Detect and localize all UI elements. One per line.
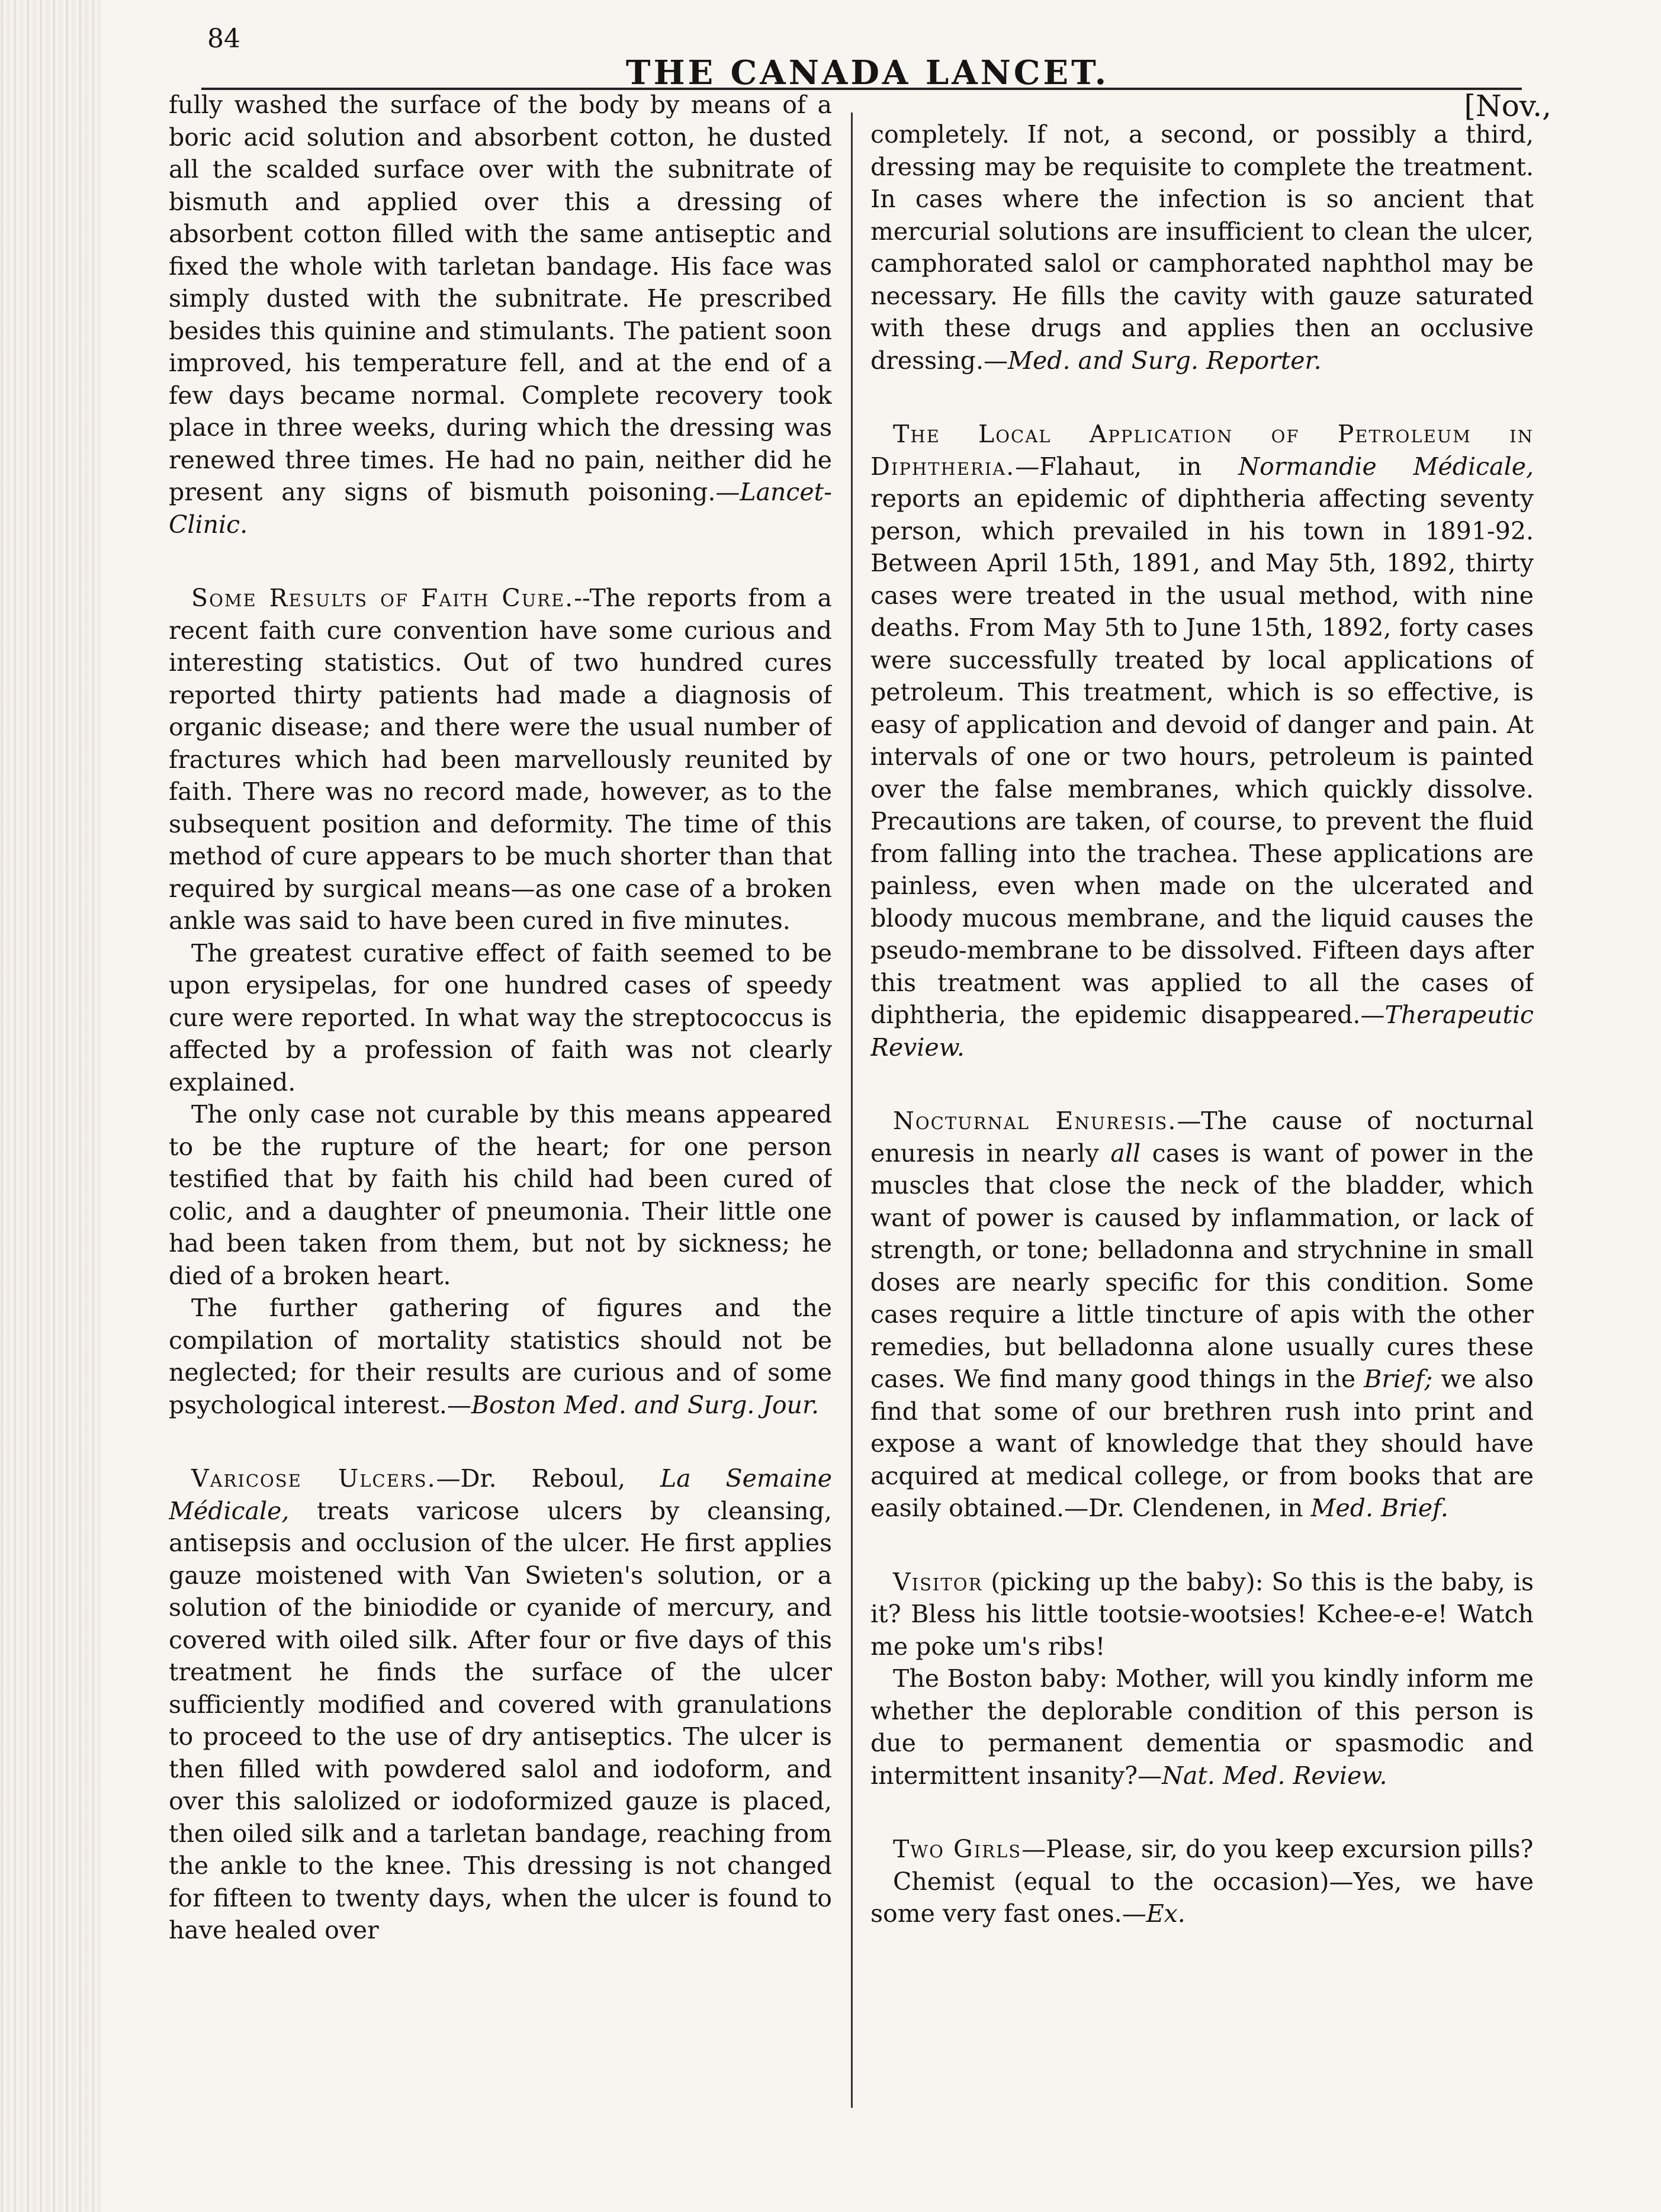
article-body: treats varicose ulcers by cleansing, antisepsis and occlusion of the ulcer. He first applies gauze moistened with Van Swieten's solution, or a solution of the biniodide or cyanide of mercury, and covered with oiled silk. After four or five days of this treatment he finds the surface of the ulcer sufficiently modified and covered with granulations to proceed to the use of dry antiseptics. The ulcer is then filled with powdered salol and iodoform, and over this salolized or iodoformized gauze is placed, then oiled silk and a tarletan bandage, reaching from the ankle to the knee. This dressing is not changed for fifteen to twenty days, when the ulcer is found to have healed over xyxy=(169,1496,832,1944)
article-heading: Varicose Ulcers. xyxy=(191,1464,436,1493)
anecdote-visitor xyxy=(870,1566,1534,1792)
article-body: —The cause of nocturnal enuresis in nearly xyxy=(870,1107,1534,1168)
speaker-label: Visitor xyxy=(893,1567,983,1596)
article-heading: The Local Application of Petroleum in Diphtheria. xyxy=(870,420,1534,481)
article-source: Nat. Med. Review. xyxy=(1162,1761,1387,1790)
article-body: cases is want of power in the muscles that close the neck of the bladder, which want of power is caused by inflammation, or lack of strength, or tone; belladonna and strychnine in small doses are nearly specific for this condition. Some cases require a little tincture of apis with the other remedies, but belladonna alone usually cures these cases. We find many good things in the xyxy=(870,1139,1534,1393)
article-body: fully washed the surface of the body by means of a boric acid solution and absorbent cotton, he dusted all the scalded surface over with the subnitrate of bismuth and applied over this a dressing of absorbent cotton filled with the same antiseptic and fixed the whole with tarletan bandage. His face was simply dusted with the subnitrate. He prescribed besides this quinine and stimulants. The patient soon improved, his temperature fell, and at the end of a few days became normal. Complete recovery took place in three weeks, during which the dressing was renewed three times. He had no pain, neither did he present any signs of bismuth poisoning.— xyxy=(169,91,832,506)
anecdote-two-girls xyxy=(870,1833,1534,1930)
article-paragraph: The further gathering of figures and the compilation of mortality statistics should not be neglected; for their results are curious and of some psychological interest.— xyxy=(169,1294,832,1419)
article-varicose-ulcers xyxy=(169,1462,832,1947)
journal-name: La Semaine Médicale, xyxy=(169,1464,832,1525)
right-column xyxy=(870,118,1534,2143)
dialogue-line: (picking up the baby): So this is the baby, is it? Bless his little tootsie-wootsies! Kchee-e-e! Watch me poke um's ribs! xyxy=(870,1567,1534,1661)
article-faith-cure xyxy=(169,582,832,1421)
issue-month: [Nov., xyxy=(1464,89,1551,123)
article-source: Med. and Surg. Reporter. xyxy=(1008,346,1322,375)
article-source: Med. Brief. xyxy=(1310,1494,1448,1522)
left-column xyxy=(169,89,832,2143)
article-varicose-continued xyxy=(870,118,1534,377)
article-source: Boston Med. and Surg. Jour. xyxy=(471,1390,820,1419)
article-nocturnal-enuresis xyxy=(870,1105,1534,1525)
article-source: Therapeutic Review. xyxy=(870,1001,1534,1062)
journal-name: Brief; xyxy=(1364,1365,1433,1393)
article-petroleum-diphtheria xyxy=(870,418,1534,1063)
article-heading: Nocturnal Enuresis. xyxy=(893,1107,1177,1135)
article-body: reports an epidemic of diphtheria affecting seventy person, which prevailed in his town in 1891-92. Between April 15th, 1891, and May 5th, 1892, thirty cases were treated in the usual method, with nine deaths. From May 5th to June 15th, 1892, forty cases were successfully treated by local applications of petroleum. This treatment, which is so effective, is easy of application and devoid of danger and pain. At intervals of one or two hours, petroleum is painted over the false membranes, which quickly dissolve. Precautions are taken, of course, to prevent the fluid from falling into the trachea. These applications are painless, even when made on the ulcerated and bloody mucous membrane, and the liquid causes the pseudo-membrane to be dissolved. Fifteen days after this treatment was applied to all the cases of diphtheria, the epidemic disappeared.— xyxy=(870,484,1534,1029)
scanned-page-edge xyxy=(0,0,101,2212)
article-paragraph: The greatest curative effect of faith seemed to be upon erysipelas, for one hundred cases of speedy cure were reported. In what way the streptococcus is affected by a profession of faith was not clearly explained. xyxy=(169,938,832,1097)
dialogue-line: Chemist (equal to the occasion)—Yes, we have some very fast ones.— xyxy=(870,1867,1534,1928)
article-bismuth-continued xyxy=(169,89,832,541)
article-lead: —Flahaut, in xyxy=(1015,452,1239,481)
article-lead: —Dr. Reboul, xyxy=(436,1464,660,1493)
column-divider xyxy=(851,112,853,2108)
article-body: completely. If not, a second, or possibly a third, dressing may be requisite to complete the treatment. In cases where the infection is so ancient that mercurial solutions are insufficient to clean the ulcer, camphorated salol or camphorated naphthol may be necessary. He fills the cavity with gauze saturated with these drugs and applies then an occlusive dressing.— xyxy=(870,120,1534,375)
journal-title: THE CANADA LANCET. xyxy=(625,53,1110,92)
journal-name: Normandie Médicale, xyxy=(1238,452,1534,481)
article-paragraph: The only case not curable by this means appeared to be the rupture of the heart; for one person testified that by faith his child had been cured of colic, and a daughter of pneumonia. Their little one had been taken from them, but not by sickness; he died of a broken heart. xyxy=(169,1100,832,1290)
dialogue-line: The Boston baby: Mother, will you kindly inform me whether the deplorable condition of this person is due to permanent dementia or spasmodic and intermittent insanity?— xyxy=(870,1664,1534,1790)
dialogue-line: —Please, sir, do you keep excursion pills? xyxy=(1021,1835,1534,1863)
emphasis-text: all xyxy=(1110,1139,1141,1168)
article-body: we also find that some of our brethren rush into print and expose a want of knowledge that they should have acquired at medical college, or from books that are easily obtained.—Dr. Clendenen, in xyxy=(870,1365,1534,1522)
article-source: Lancet-Clinic. xyxy=(169,478,832,539)
article-paragraph: --The reports from a recent faith cure convention have some curious and interesting statistics. Out of two hundred cures reported thirty patients had made a diagnosis of organic disease; and there were the usual number of fractures which had been marvellously reunited by faith. There was no record made, however, as to the subsequent position and deformity. The time of this method of cure appears to be much shorter than that required by surgical means—as one case of a broken ankle was said to have been cured in five minutes. xyxy=(169,584,832,935)
article-source: Ex. xyxy=(1146,1899,1185,1928)
article-heading: Some Results of Faith Cure. xyxy=(191,584,574,612)
page-number: 84 xyxy=(207,24,240,54)
speaker-label: Two Girls xyxy=(893,1835,1022,1863)
